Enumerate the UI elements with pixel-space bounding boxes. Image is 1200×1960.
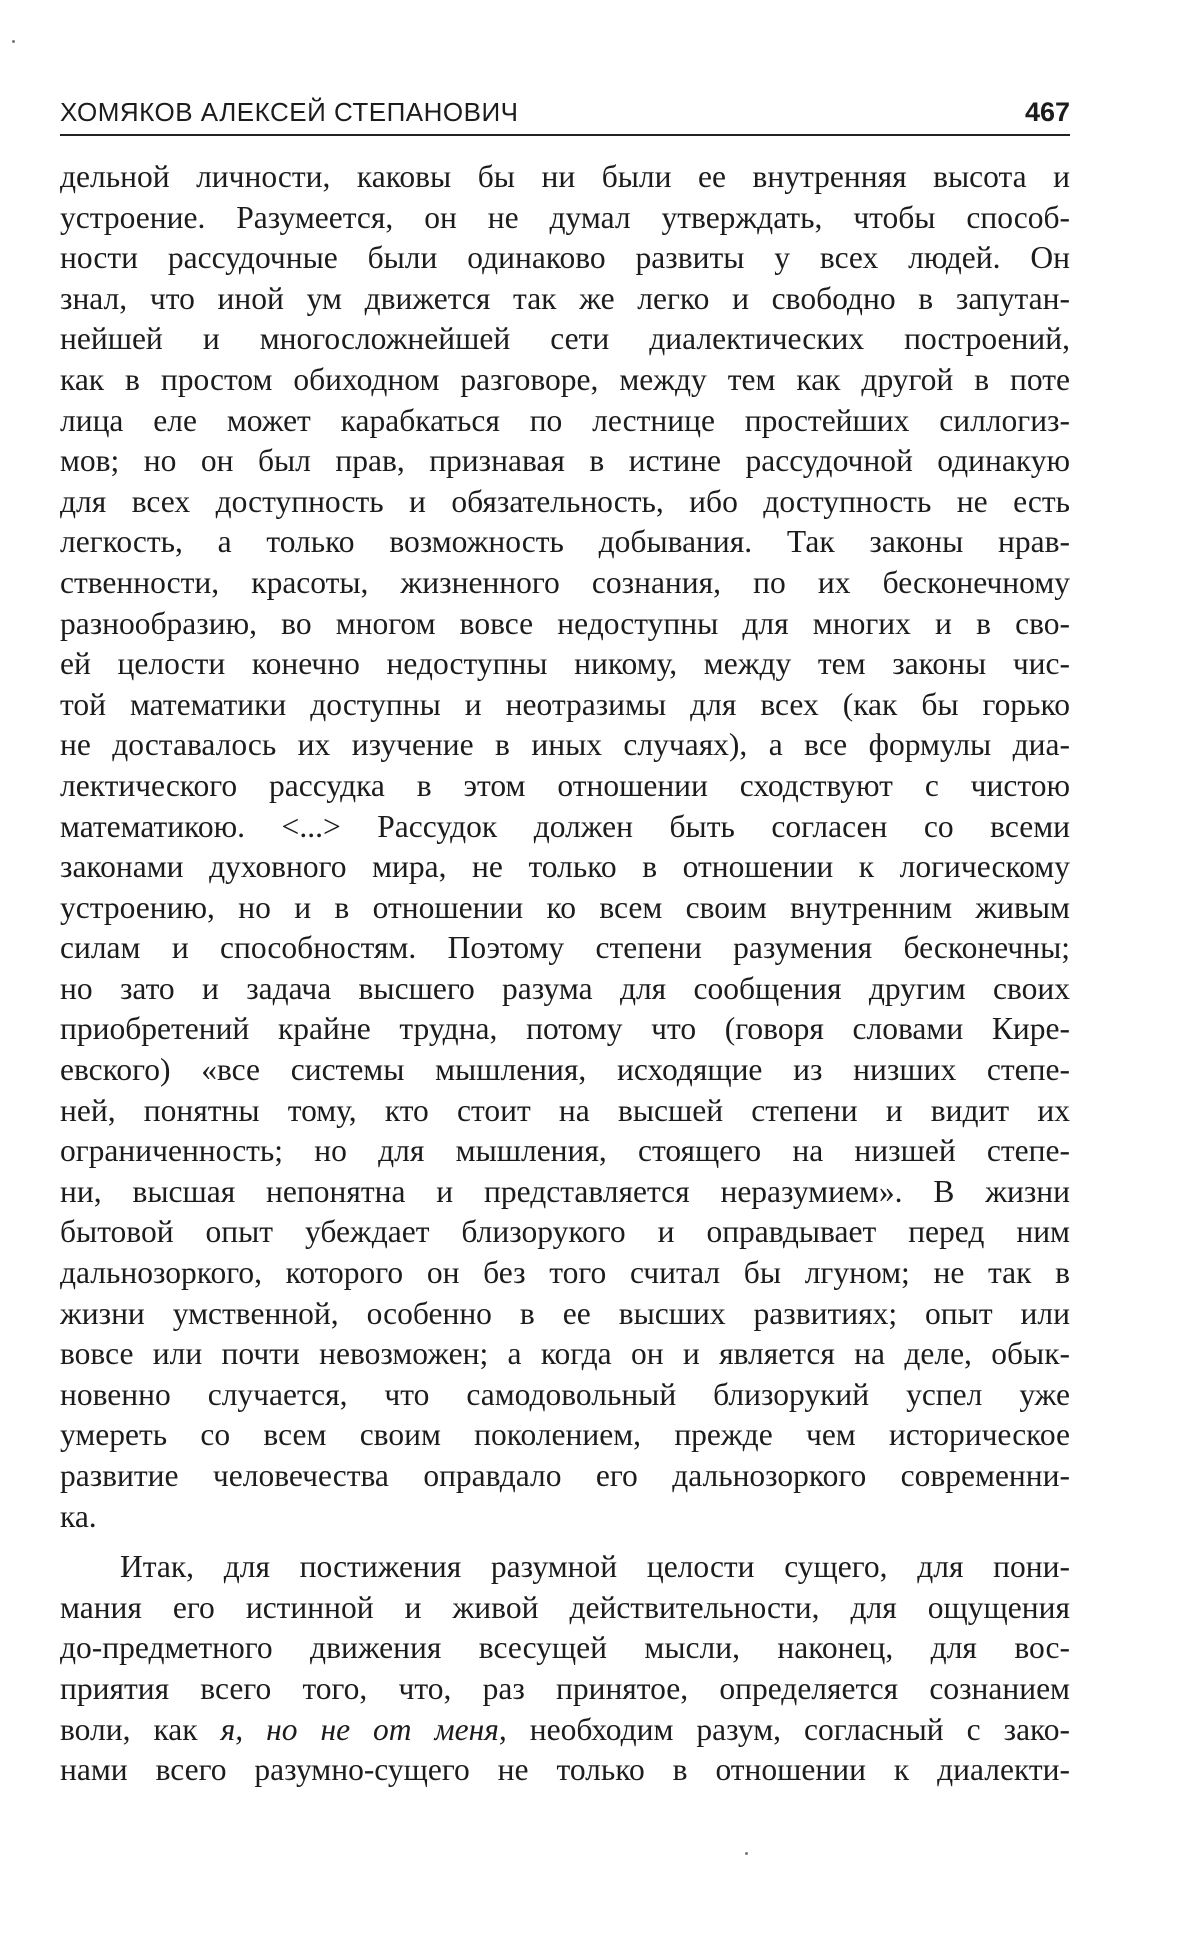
text-segment: необходим разум, согласный с зако- — [506, 1711, 1070, 1747]
text-line: математикою. <...> Рассудок должен быть согласен со всеми — [60, 808, 1070, 844]
text-line: как в простом обиходном разговоре, между тем как другой в поте — [60, 361, 1070, 397]
text-line: умереть со всем своим поколением, прежде чем историческое — [60, 1417, 1070, 1453]
text-line: знал, что иной ум движется так же легко и свободно в запутан- — [60, 280, 1070, 316]
text-line: приобретений крайне трудна, потому что (говоря словами Кире- — [60, 1011, 1070, 1047]
body-text — [60, 157, 1070, 1791]
text-line: ственности, красоты, жизненного сознания, по их бесконечному — [60, 564, 1070, 600]
text-line: разнообразию, во многом вовсе недоступны для многих и в сво- — [60, 605, 1070, 641]
text-line: дальнозоркого, которого он без того считал бы лгуном; не так в — [60, 1255, 1070, 1291]
text-line: ней, понятны тому, кто стоит на высшей степени и видит их — [60, 1092, 1070, 1128]
running-title: ХОМЯКОВ АЛЕКСЕЙ СТЕПАНОВИЧ — [60, 97, 519, 127]
text-line: дельной личности, каковы бы ни были ее внутренняя высота и — [60, 159, 1070, 194]
text-line: мов; но он был прав, признавая в истине рассудочной одинакую — [60, 443, 1070, 479]
scan-speck — [12, 40, 15, 43]
text-line: устроению, но и в отношении ко всем своим внутренним живым — [60, 889, 1070, 925]
text-line: но зато и задача высшего разума для сообщения другим своих — [60, 970, 1070, 1006]
italic-phrase: я, но не от меня, — [220, 1711, 507, 1747]
text-line: евского) «все системы мышления, исходящие из низших степе- — [60, 1052, 1070, 1088]
text-line: силам и способностям. Поэтому степени разумения бесконечны; — [60, 930, 1070, 966]
paragraph-2 — [60, 1547, 1070, 1791]
text-line: приятия всего того, что, раз принятое, определяется сознанием — [60, 1670, 1070, 1706]
text-line: легкость, а только возможность добывания. Так законы нрав- — [60, 524, 1070, 560]
text-line: ности рассудочные были одинаково развиты у всех людей. Он — [60, 240, 1070, 276]
running-header — [60, 92, 1070, 136]
text-line: ограниченность; но для мышления, стоящего на низшей степе- — [60, 1133, 1070, 1169]
text-line: не доставалось их изучение в иных случаях), а все формулы диа- — [60, 727, 1070, 763]
text-line: лектического рассудка в этом отношении сходствуют с чистою — [60, 767, 1070, 803]
text-line: ка. — [60, 1498, 97, 1534]
text-line: развитие человечества оправдало его дальнозоркого современни- — [60, 1458, 1070, 1493]
text-line-with-italic — [60, 1710, 1070, 1751]
text-line: новенно случается, что самодовольный близорукий успел уже — [60, 1376, 1070, 1412]
text-line: мания его истинной и живой действительности, для ощущения — [60, 1589, 1070, 1625]
text-line: нами всего разумно-сущего не только в отношении к диалекти- — [60, 1752, 1070, 1788]
text-segment: воли, как — [60, 1711, 221, 1747]
text-line: ни, высшая непонятна и представляется неразумием». В жизни — [60, 1173, 1070, 1209]
text-line: ей целости конечно недоступны никому, между тем законы чис- — [60, 646, 1070, 682]
text-line: законами духовного мира, не только в отношении к логическому — [60, 849, 1070, 885]
text-line: лица еле может карабкаться по лестнице простейших силлогиз- — [60, 402, 1070, 438]
text-line: бытовой опыт убеждает близорукого и оправдывает перед ним — [60, 1214, 1070, 1250]
text-line: для всех доступность и обязательность, ибо доступность не есть — [60, 483, 1070, 519]
paragraph-gap — [60, 1537, 1070, 1547]
page-number: 467 — [1024, 97, 1070, 127]
book-page — [60, 0, 1070, 1960]
text-line: до-предметного движения всесущей мысли, наконец, для вос- — [60, 1630, 1070, 1666]
text-line: нейшей и многосложнейшей сети диалектических построений, — [60, 321, 1070, 357]
text-line: Итак, для постижения разумной целости сущего, для пони- — [120, 1549, 1070, 1585]
text-line: устроение. Разумеется, он не думал утверждать, чтобы способ- — [60, 199, 1070, 235]
text-line: той математики доступны и неотразимы для всех (как бы горько — [60, 686, 1070, 722]
scan-speck — [745, 1852, 748, 1855]
text-line: вовсе или почти невозможен; а когда он и является на деле, обык- — [60, 1336, 1070, 1372]
text-line: жизни умственной, особенно в ее высших развитиях; опыт или — [60, 1295, 1070, 1331]
paragraph-1 — [60, 157, 1070, 1537]
